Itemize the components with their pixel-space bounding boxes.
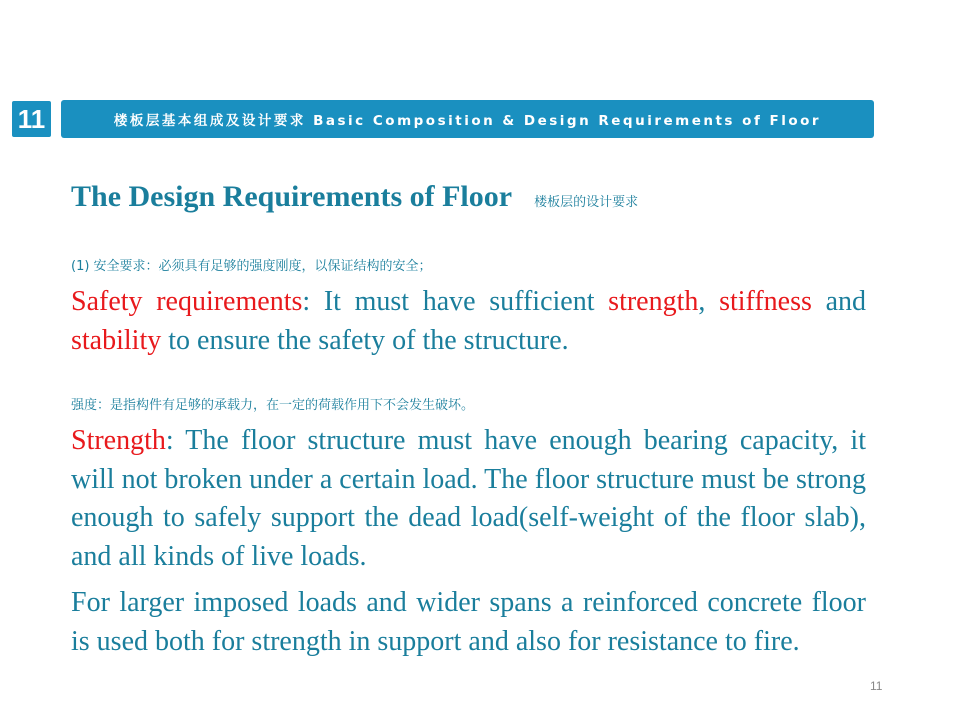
section-title-cn: 楼板层的设计要求 (534, 195, 639, 210)
concrete-text: For larger imposed loads and wider spans a reinforced concrete floor is used both for strength in support and also for resistance to fire. (71, 587, 866, 657)
section-title-en: The Design Requirements of Floor (71, 180, 513, 213)
strength-paragraph (71, 422, 866, 576)
strength-term: Strength (71, 425, 166, 456)
page-number: 11 (870, 679, 883, 693)
safety-paragraph (71, 283, 866, 360)
strength-cn-note: 强度：是指构件有足够的承载力，在一定的荷载作用下不会发生破坏。 (71, 398, 475, 413)
safety-text-3: and (811, 286, 866, 317)
safety-text-1: : It must have sufficient (302, 286, 609, 317)
strength-text: : The floor structure must have enough bearing capacity, it will not broken under a certain load. The floor structure must be strong enough to safely support the dead load(self-weight of the floor slab), and all kinds of live loads. (71, 425, 866, 572)
slide-number-badge: 11 (12, 101, 51, 137)
safety-text-2: , (698, 286, 720, 317)
safety-term: Safety requirements (71, 286, 303, 317)
safety-highlight-stability: stability (71, 324, 162, 356)
section-title-row (71, 180, 638, 214)
safety-text-4: to ensure the safety of the structure. (161, 324, 569, 356)
safety-cn-note: (1) 安全要求：必须具有足够的强度刚度，以保证结构的安全； (71, 259, 432, 274)
safety-highlight-strength: strength (608, 286, 699, 317)
header-title: 楼板层基本组成及设计要求 Basic Composition & Design Requirements of Floor (113, 113, 822, 129)
safety-highlight-stiffness: stiffness (719, 286, 812, 317)
header-banner (61, 100, 874, 138)
concrete-paragraph (71, 584, 866, 661)
